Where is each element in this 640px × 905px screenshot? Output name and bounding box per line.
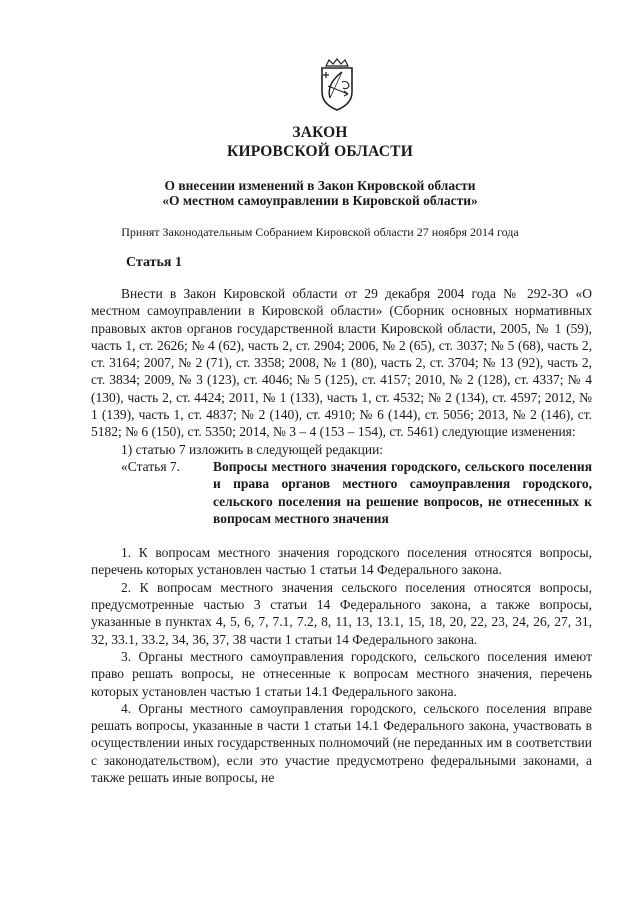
- spacer: [91, 527, 592, 544]
- article-heading: Статья 1: [126, 255, 182, 270]
- paragraph-1: 1. К вопросам местного значения городского поселения относятся вопросы, перечень которых установлен частью 1 статьи 14 Федерального закона.: [91, 545, 592, 578]
- paragraph-2: 2. К вопросам местного значения сельского поселения относятся вопросы, предусмотренные частью 3 статьи 14 Федерального закона, а также вопросы, указанные в пунктах 4, 5, 6, 7, 7.1, 7.2, 8, 11, 13, 13.1, 15, 18, 20, 22, 23, 24, 26, 27, 31, 32, 33.1, 33.2, 34, 36, 37, 38 части 1 статьи 14 Федерального закона.: [91, 579, 592, 647]
- law-subtitle-line1: О внесении изменений в Закон Кировской области: [164, 178, 476, 193]
- amendment-item-1: 1) статью 7 изложить в следующей редакции:: [121, 441, 384, 457]
- document-body: [91, 285, 592, 786]
- article-7-title: Вопросы местного значения городского, сельского поселения и права органов местного самоуправления городского, сельского поселения на решение вопросов, не отнесенных к вопросам местного значения: [213, 458, 592, 526]
- paragraph-3: 3. Органы местного самоуправления городского, сельского поселения имеют право решать вопросы, не отнесенные к вопросам местного значения, перечень которых установлен частью 1 статьи 14.1 Федерального закона.: [91, 648, 592, 699]
- kirov-oblast-coat-of-arms-icon: [316, 58, 358, 112]
- region-title: КИРОВСКОЙ ОБЛАСТИ: [227, 143, 413, 160]
- article-7-label: «Статья 7.: [121, 458, 181, 474]
- law-subtitle-line2: «О местном самоуправлении в Кировской области»: [162, 193, 478, 208]
- intro-paragraph: Внести в Закон Кировской области от 29 декабря 2004 года № 292-ЗО «О местном самоуправлении в Кировской области» (Сборник основных нормативных правовых актов органов государственной власти Кировской области, 2005, № 1 (59), часть 1, ст. 2626; № 4 (62), часть 2, ст. 2904; 2006, № 2 (65), ст. 3037; № 5 (68), часть 2, ст. 3164; 2007, № 2 (71), ст. 3358; 2008, № 1 (80), часть 2, ст. 3704; № 13 (92), часть 2, ст. 3834; 2009, № 3 (123), ст. 4046; № 5 (125), ст. 4157; 2010, № 2 (128), ст. 4337; № 4 (130), часть 2, ст. 4424; 2011, № 1 (133), часть 1, ст. 4532; № 2 (134), ст. 4597; 2012, № 1 (139), часть 1, ст. 4837; № 2 (140), ст. 4910; № 6 (144), ст. 5056; 2013, № 2 (146), ст. 5182; № 6 (150), ст. 5350; 2014, № 3 – 4 (153 – 154), ст. 5461) следующие изменения:: [91, 286, 592, 440]
- law-title: ЗАКОН: [292, 124, 348, 141]
- paragraph-4: 4. Органы местного самоуправления городского, сельского поселения вправе решать вопросы, указанные в части 1 статьи 14.1 Федерального закона, участвовать в осуществлении иных государственных полномочий (не переданных им в соответствии с законодательством), если это участие предусмотрено федеральными законами, а также решать иные вопросы, не: [91, 700, 592, 786]
- adoption-note: Принят Законодательным Собранием Кировской области 27 ноября 2014 года: [121, 225, 519, 239]
- article-7-heading: [91, 458, 592, 527]
